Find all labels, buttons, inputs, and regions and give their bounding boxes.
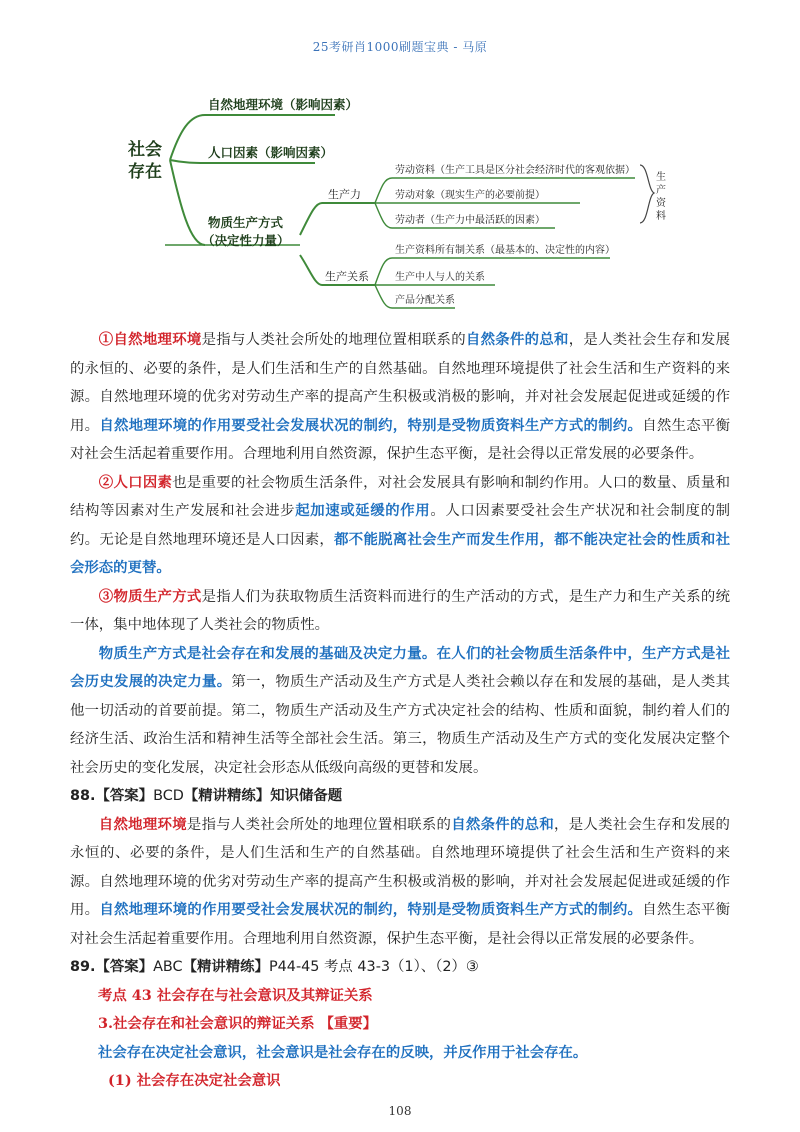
page-number: 108 (388, 1104, 412, 1118)
answer-89: 89.【答案】ABC【精讲精练】P44-45 考点 43-3（1）、（2）③ (70, 959, 479, 975)
paragraph-geo-repeat: 自然地理环境是指与人类社会所处的地理位置相联系的自然条件的总和，是人类社会生存和发展的永恒的、必要的条件，是人们生活和生产的自然基础。自然地理环境提供了社会生活和生产资料的来源。自然地理环境的优劣对劳动生产率的提高产生积极或消极的影响，并对社会发展起促进或延缓的作用。自然地理环境的作用要受社会发展状况的制约，特别是受物质资料生产方式的制约。自然生态平衡对社会生活起着重要作用。合理地利用自然资源，保护生态平衡，是社会得以正常发展的必要条件。 (70, 815, 730, 947)
section-heading-3: 3.社会存在和社会意识的辩证关系 【重要】 (98, 1015, 378, 1032)
paragraph-population: ②人口因素也是重要的社会物质生活条件，对社会发展具有影响和制约作用。人口的数量、质量和结构等因素对生产发展和社会进步起加速或延缓的作用。人口因素要受社会生产状况和社会制度的制约。无论是自然地理环境还是人口因素，都不能脱离社会生产而发生作用，都不能决定社会的性质和社会形态的更替。 (70, 473, 730, 576)
mindmap-node-mode-line1: 物质生产方式 (208, 215, 284, 230)
mindmap-r2: 生产中人与人的关系 (395, 272, 485, 283)
mindmap-root-line2: 存在 (128, 162, 162, 182)
mindmap-root-line1: 社会 (128, 140, 162, 160)
main-content (70, 326, 730, 1096)
mindmap-node-geo: 自然地理环境（影响因素） (208, 97, 359, 112)
paragraph-geo: ①自然地理环境是指与人类社会所处的地理位置相联系的自然条件的总和，是人类社会生存和发展的永恒的、必要的条件，是人们生活和生产的自然基础。自然地理环境提供了社会生活和生产资料的来源。自然地理环境的优劣对劳动生产率的提高产生积极或消极的影响，并对社会发展起促进或延缓的作用。自然地理环境的作用要受社会发展状况的制约，特别是受物质资料生产方式的制约。自然生态平衡对社会生活起着重要作用。合理地利用自然资源，保护生态平衡，是社会得以正常发展的必要条件。 (70, 331, 730, 462)
mind-map (110, 95, 670, 320)
mindmap-side-3: 资 (656, 198, 666, 209)
mindmap-r3: 产品分配关系 (395, 295, 455, 306)
mindmap-p2: 劳动对象（现实生产的必要前提） (395, 190, 545, 201)
paragraph-production-mode-role: 物质生产方式是社会存在和发展的基础及决定力量。在人们的社会物质生活条件中，生产方式是社会历史发展的决定力量。第一，物质生产活动及生产方式是人类社会赖以存在和发展的基础，是人类其他一切活动的首要前提。第二，物质生产活动及生产方式决定社会的结构、性质和面貌，制约着人们的经济生活、政治生活和精神生活等全部社会生活。第三，物质生产活动及生产方式的变化发展决定整个社会历史的变化发展，决定社会形态从低级向高级的更替和发展。 (70, 644, 730, 776)
mindmap-p3: 劳动者（生产力中最活跃的因素） (395, 215, 545, 226)
mindmap-side-2: 产 (656, 185, 666, 196)
answer-88: 88.【答案】BCD【精讲精练】知识储备题 (70, 788, 343, 804)
mindmap-p1: 劳动资料（生产工具是区分社会经济时代的客观依据） (395, 165, 635, 176)
mindmap-side-1: 生 (656, 172, 666, 183)
mindmap-node-mode-line2: （决定性力量） (202, 233, 290, 248)
mindmap-productive: 生产力 (328, 188, 361, 201)
mindmap-relations: 生产关系 (325, 270, 369, 283)
paragraph-production-mode: ③物质生产方式是指人们为获取物质生活资料而进行的生产活动的方式，是生产力和生产关系的统一体，集中地体现了人类社会的物质性。 (70, 587, 730, 633)
section-statement: 社会存在决定社会意识，社会意识是社会存在的反映，并反作用于社会存在。 (98, 1043, 588, 1061)
section-subheading-1: (1) 社会存在决定社会意识 (108, 1072, 281, 1089)
mindmap-side-4: 料 (656, 211, 666, 222)
page-header: 25考研肖1000刷题宝典 - 马原 (312, 40, 488, 54)
section-heading-43: 考点 43 社会存在与社会意识及其辩证关系 (98, 986, 373, 1004)
mindmap-r1: 生产资料所有制关系（最基本的、决定性的内容） (395, 245, 615, 256)
mindmap-node-pop: 人口因素（影响因素） (208, 145, 334, 160)
